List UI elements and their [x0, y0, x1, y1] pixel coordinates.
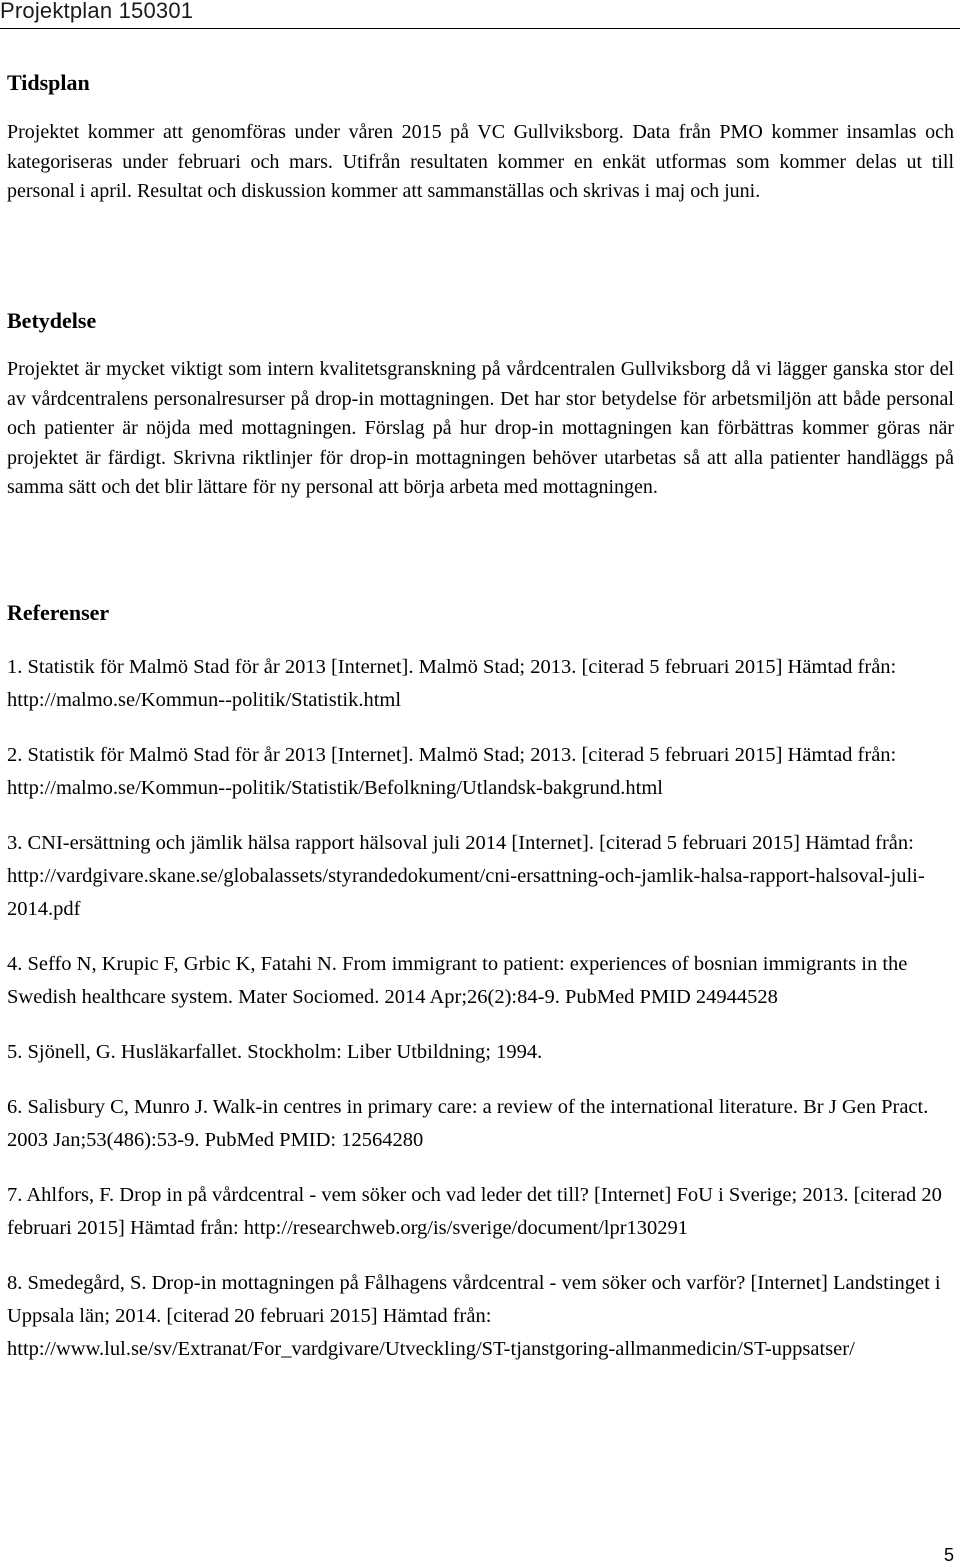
reference-list	[7, 651, 954, 1388]
reference-item: 4. Seffo N, Krupic F, Grbic K, Fatahi N. From immigrant to patient: experiences of bosnian immigrants in the Swedish healthcare system. Mater Sociomed. 2014 Apr;26(2):84-9. PubMed PMID 24944528	[7, 953, 908, 1008]
paragraph-betydelse: Projektet är mycket viktigt som intern kvalitetsgranskning på vårdcentralen Gullviksborg då vi lägger ganska stor del av vårdcentralens personalresurser på drop-in mottagningen. Det har stor betydelse för arbetsmiljön att både personal och patienter är nöjda med mottagningen. Förslag på hur drop-in mottagningen kan förbättras kommer göras när projektet är färdigt. Skrivna riktlinjer för drop-in mottagningen behöver utarbetas så att alla patienter handläggs på samma sätt och det blir lättare för ny personal att börja arbeta med mottagningen.	[7, 358, 954, 498]
page-number: 5	[943, 1545, 954, 1565]
page-header: Projektplan 150301	[0, 0, 194, 23]
header-divider	[0, 28, 960, 29]
heading-tidsplan: Tidsplan	[7, 70, 90, 95]
reference-item: 5. Sjönell, G. Husläkarfallet. Stockholm: Liber Utbildning; 1994.	[7, 1041, 543, 1063]
heading-betydelse: Betydelse	[7, 308, 97, 333]
heading-referenser: Referenser	[7, 600, 110, 625]
reference-item: 7. Ahlfors, F. Drop in på vårdcentral - vem söker och vad leder det till? [Internet] FoU i Sverige; 2013. [citerad 20 februari 2015] Hämtad från: http://researchweb.org/is/sverige/document/lpr130291	[7, 1184, 942, 1239]
reference-item: 1. Statistik för Malmö Stad för år 2013 [Internet]. Malmö Stad; 2013. [citerad 5 februari 2015] Hämtad från: http://malmo.se/Kommun--politik/Statistik.html	[7, 656, 897, 711]
reference-item: 6. Salisbury C, Munro J. Walk-in centres in primary care: a review of the international literature. Br J Gen Pract. 2003 Jan;53(486):53-9. PubMed PMID: 12564280	[7, 1096, 929, 1151]
reference-item: 2. Statistik för Malmö Stad för år 2013 [Internet]. Malmö Stad; 2013. [citerad 5 februari 2015] Hämtad från: http://malmo.se/Kommun--politik/Statistik/Befolkning/Utlandsk-bakgrund.html	[7, 744, 897, 799]
reference-item: 8. Smedegård, S. Drop-in mottagningen på Fålhagens vårdcentral - vem söker och varför? [Internet] Landstinget i Uppsala län; 2014. [citerad 20 februari 2015] Hämtad från: http://www.lul.se/sv/Extranat/For_vardgivare/Utveckling/ST-tjanstgoring-allmanmedicin/ST-uppsatser/	[7, 1272, 941, 1360]
reference-item: 3. CNI-ersättning och jämlik hälsa rapport hälsoval juli 2014 [Internet]. [citerad 5 februari 2015] Hämtad från: http://vardgivare.skane.se/globalassets/styrandedokument/cni-ersattning-och-jamlik-halsa-rapport-halsoval-juli-2014.pdf	[7, 832, 925, 920]
paragraph-tidsplan: Projektet kommer att genomföras under våren 2015 på VC Gullviksborg. Data från PMO kommer insamlas och kategoriseras under februari och mars. Utifrån resultaten kommer en enkät utformas som kommer delas ut till personal i april. Resultat och diskussion kommer att sammanställas och skrivas i maj och juni.	[7, 121, 954, 202]
